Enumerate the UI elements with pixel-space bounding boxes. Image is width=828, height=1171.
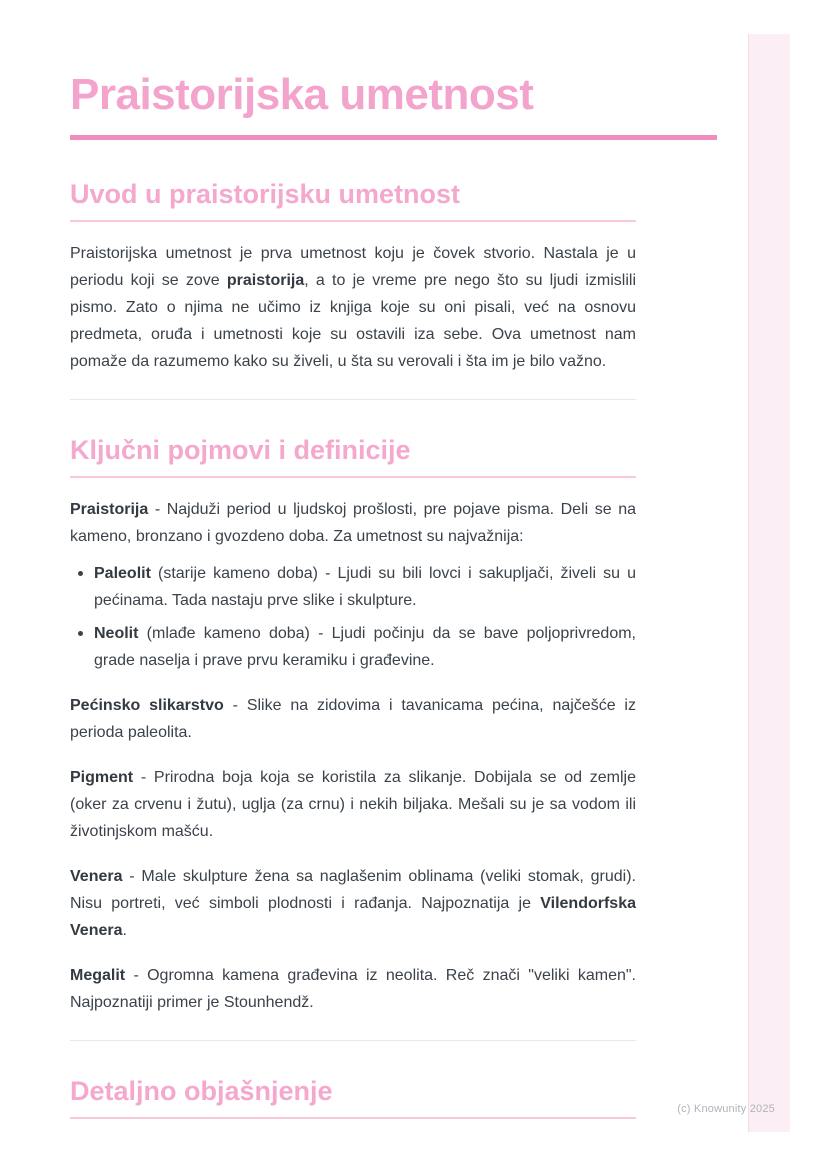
- page-edge-accent-bar: [748, 34, 790, 1132]
- page-title: Praistorijska umetnost: [70, 70, 534, 119]
- definition-paragraph-pecinsko-slikarstvo: Pećinsko slikarstvo - Slike na zidovima i tavanicama pećina, najčešće iz perioda paleolita.: [70, 697, 636, 741]
- section-uvod: [70, 177, 636, 375]
- bold-term: Praistorija: [70, 501, 149, 518]
- bold-term: Pigment: [70, 769, 134, 786]
- section-pojmovi: [70, 433, 636, 1016]
- title-rule: [70, 135, 717, 140]
- bold-term: Vilendorfska Venera: [70, 895, 636, 939]
- copyright-note: (c) Knowunity 2025: [677, 1103, 775, 1115]
- list-item-neolit: Neolit (mlađe kameno doba) - Ljudi počinju da se bave poljoprivredom, grade naselja i prave prvu keramiku i građevine.: [94, 620, 636, 674]
- section-divider: [70, 1040, 636, 1041]
- bold-term: Megalit: [70, 967, 126, 984]
- definition-paragraph-pigment: Pigment - Prirodna boja koja se koristila za slikanje. Dobijala se od zemlje (oker za crvenu i žutu), uglja (za crnu) i nekih biljaka. Mešali su je sa vodom ili životinjskom mašću.: [70, 769, 636, 840]
- section-detaljno: [70, 1074, 636, 1119]
- bold-term: praistorija: [226, 272, 305, 289]
- bold-term: Paleolit: [94, 565, 151, 582]
- intro-paragraph: Praistorijska umetnost je prva umetnost koju je čovek stvorio. Nastala je u periodu koji se zove praistorija, a to je vreme pre nego što su ljudi izmislili pismo. Zato o njima ne učimo iz knjiga koje su oni pisali, već na osnovu predmeta, oruđa i umetnosti koje su ostavili iza sebe. Ova umetnost nam pomaže da razumemo kako su živeli, u šta su verovali i šta im je bilo važno.: [70, 245, 637, 370]
- section-heading-pojmovi: Ključni pojmovi i definicije: [70, 433, 636, 478]
- section-heading-uvod: Uvod u praistorijsku umetnost: [70, 177, 636, 222]
- list-item-paleolit: Paleolit (starije kameno doba) - Ljudi su bili lovci i sakupljači, živeli su u pećinama. Tada nastaju prve slike i skulpture.: [94, 560, 636, 614]
- bold-term: Pećinsko slikarstvo: [70, 697, 224, 714]
- bold-term: Neolit: [94, 625, 139, 642]
- definition-paragraph-venera: Venera - Male skulpture žena sa naglašenim oblinama (veliki stomak, grudi). Nisu portreti, već simboli plodnosti i rađanja. Najpoznatija je Vilendorfska Venera.: [70, 868, 636, 939]
- definition-paragraph-praistorija: Praistorija - Najduži period u ljudskoj prošlosti, pre pojave pisma. Deli se na kameno, bronzano i gvozdeno doba. Za umetnost su najvažnija:: [70, 501, 636, 545]
- document-content: [70, 0, 636, 1119]
- definition-paragraph-megalit: Megalit - Ogromna kamena građevina iz neolita. Reč znači "veliki kamen". Najpoznatiji primer je Stounhendž.: [70, 967, 636, 1011]
- section-heading-detaljno: Detaljno objašnjenje: [70, 1074, 636, 1119]
- section-divider: [70, 399, 636, 400]
- term-list: [70, 560, 636, 674]
- bold-term: Venera: [70, 868, 123, 885]
